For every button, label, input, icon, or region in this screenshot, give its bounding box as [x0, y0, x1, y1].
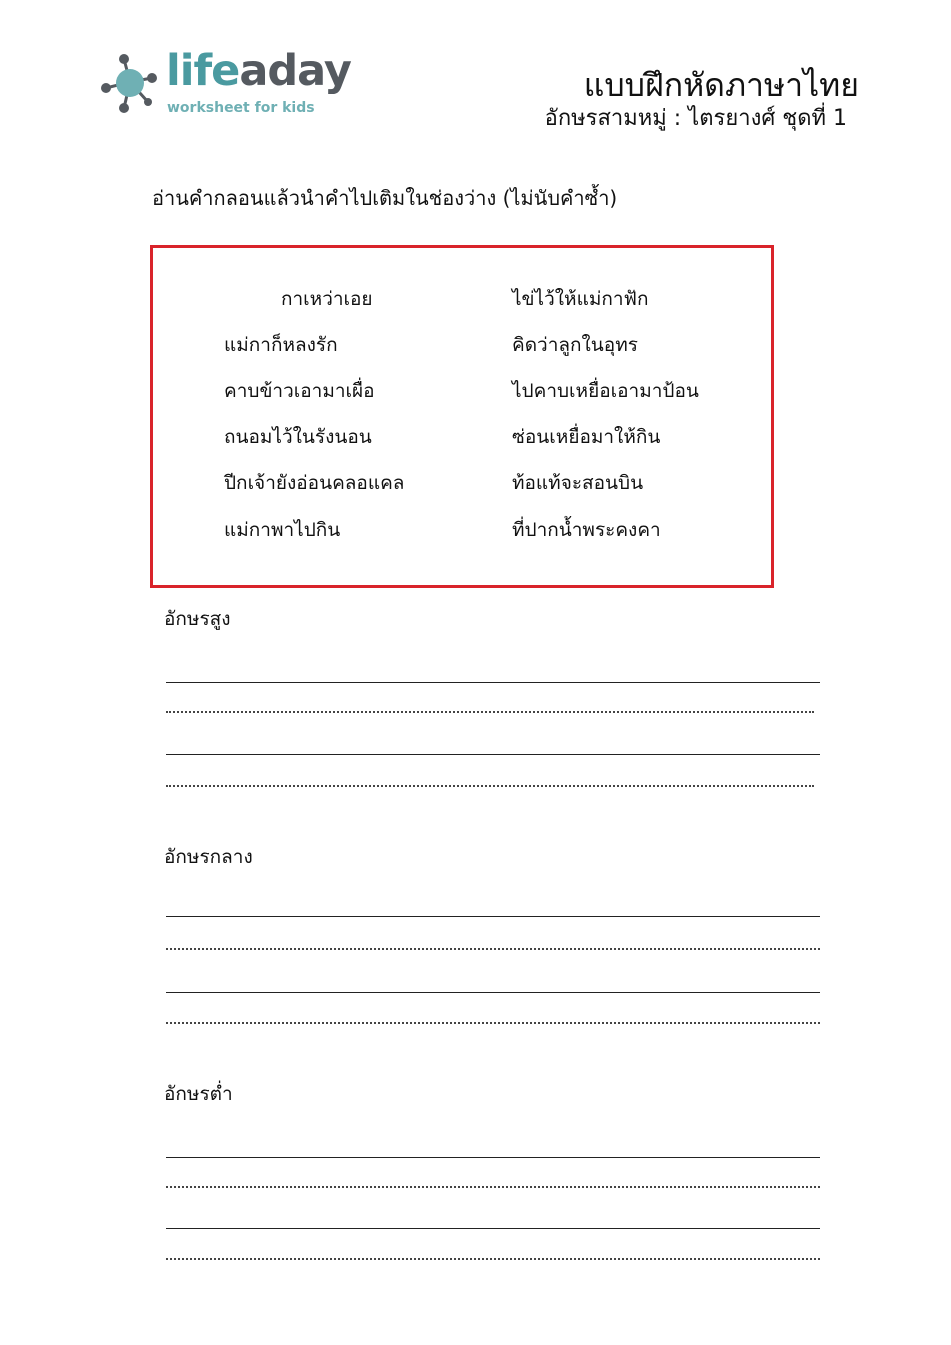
poem-right-line: คิดว่าลูกในอุทร: [512, 334, 638, 356]
logo-word-aday: aday: [239, 46, 351, 96]
answer-line[interactable]: [166, 754, 820, 755]
section-label-low: อักษรต่ำ: [164, 1083, 233, 1105]
poem-right-line: ซ่อนเหยื่อมาให้กิน: [512, 426, 661, 448]
answer-dotted-line[interactable]: [166, 711, 814, 713]
poem-right-line: ไปคาบเหยื่อเอามาป้อน: [512, 380, 699, 402]
poem-left-line: ปีกเจ้ายังอ่อนคลอแคล: [224, 472, 405, 494]
logo-word-life: life: [166, 46, 240, 96]
page-subtitle: อักษรสามหมู่ : ไตรยางศ์ ชุดที่ 1: [544, 106, 847, 131]
molecule-logo-icon: [100, 50, 164, 120]
answer-dotted-line[interactable]: [166, 1258, 820, 1260]
page-title: แบบฝึกหัดภาษาไทย: [583, 66, 859, 104]
instruction-text: อ่านคำกลอนแล้วนำคำไปเติมในช่องว่าง (ไม่นับคำซ้ำ): [152, 186, 618, 210]
section-label-high: อักษรสูง: [164, 608, 231, 630]
poem-right-line: ไข่ไว้ให้แม่กาฟัก: [512, 288, 649, 310]
poem-right-line: ที่ปากน้ำพระคงคา: [512, 519, 661, 541]
poem-left-line: คาบข้าวเอามาเผื่อ: [224, 380, 375, 402]
poem-left-line: ถนอมไว้ในรังนอน: [224, 426, 372, 448]
answer-dotted-line[interactable]: [166, 785, 814, 787]
poem-box: [150, 245, 774, 588]
section-label-middle: อักษรกลาง: [164, 846, 253, 868]
poem-left-line: กาเหว่าเอย: [281, 288, 373, 310]
poem-right-line: ท้อแท้จะสอนบิน: [512, 472, 644, 494]
answer-line[interactable]: [166, 682, 820, 683]
answer-line[interactable]: [166, 1157, 820, 1158]
lifeaday-logo: [100, 46, 351, 130]
poem-left-line: แม่กาพาไปกิน: [224, 519, 341, 541]
answer-dotted-line[interactable]: [166, 1022, 820, 1024]
answer-line[interactable]: [166, 992, 820, 993]
answer-dotted-line[interactable]: [166, 948, 820, 950]
answer-dotted-line[interactable]: [166, 1186, 820, 1188]
answer-line[interactable]: [166, 1228, 820, 1229]
answer-line[interactable]: [166, 916, 820, 917]
poem-left-line: แม่กาก็หลงรัก: [224, 334, 338, 356]
logo-tagline: worksheet for kids: [167, 100, 315, 116]
logo-wordmark: [166, 46, 351, 96]
